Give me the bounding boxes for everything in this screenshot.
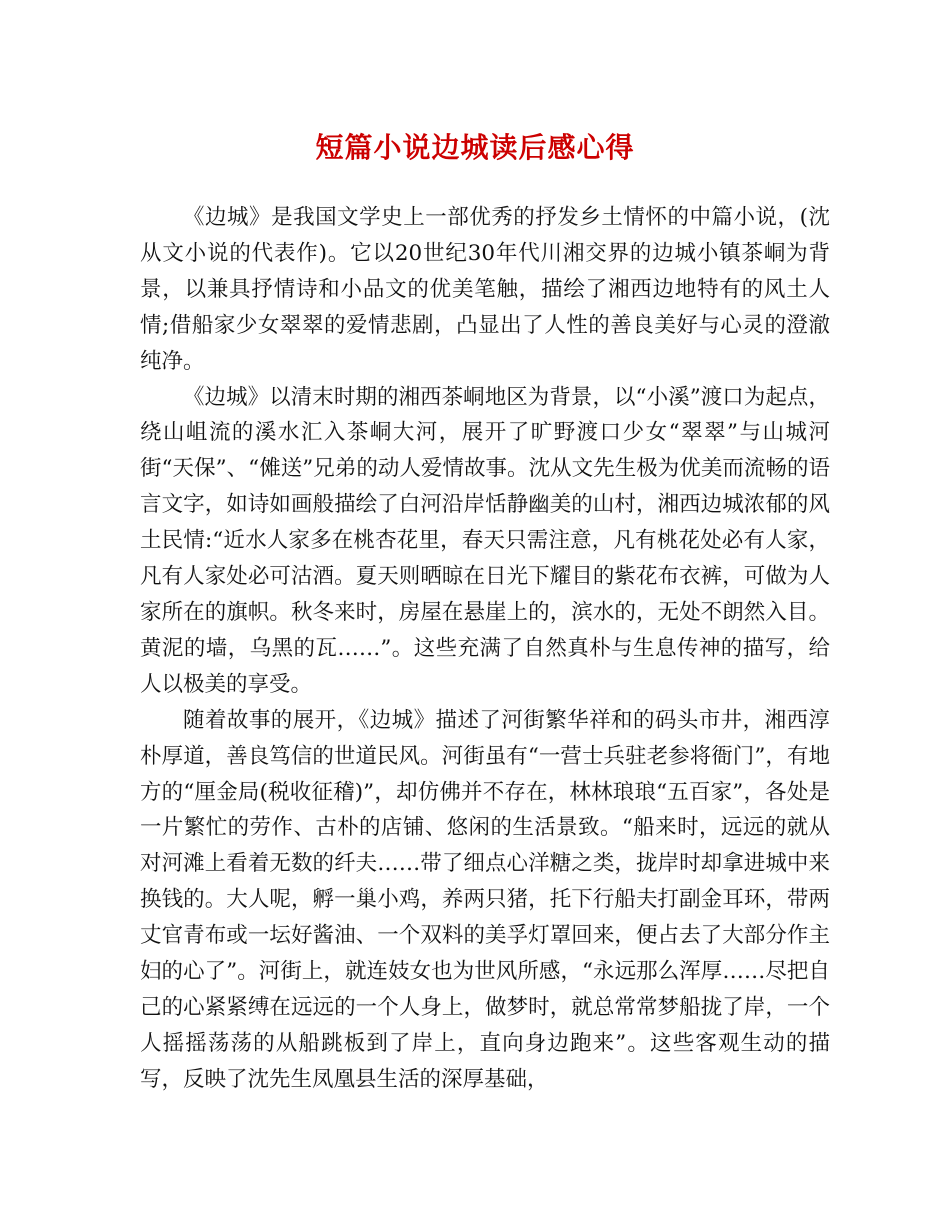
- paragraph-3: 随着故事的展开，《边城》描述了河街繁华祥和的码头市井，湘西淳朴厚道，善良笃信的世道民风。河街虽有“一营士兵驻老参将衙门”，有地方的“厘金局(税收征稽)”，却仿佛并不存在，林林琅琅“五百家”，各处是一片繁忙的劳作、古朴的店铺、悠闲的生活景致。“船来时，远远的就从对河滩上看着无数的纤夫……带了细点心洋糖之类，拢岸时却拿进城中来换钱的。大人呢，孵一巢小鸡，养两只猪，托下行船夫打副金耳环，带两丈官青布或一坛好酱油、一个双料的美孚灯罩回来，便占去了大部分作主妇的心了”。河街上，就连妓女也为世风所感，“永远那么浑厚……尽把自己的心紧紧缚在远远的一个人身上，做梦时，就总常常梦船拢了岸，一个人摇摇荡荡的从船跳板到了岸上，直向身边跑来”。这些客观生动的描写，反映了沈先生凤凰县生活的深厚基础，: [140, 707, 830, 1092]
- document-body: [140, 200, 830, 1098]
- document-title: 短篇小说边城读后感心得: [315, 131, 635, 164]
- paragraph-1: 《边城》是我国文学史上一部优秀的抒发乡土情怀的中篇小说，(沈从文小说的代表作)。它以20世纪30年代川湘交界的边城小镇茶峒为背景，以兼具抒情诗和小品文的优美笔触，描绘了湘西边地特有的风土人情;借船家少女翠翠的爱情悲剧，凸显出了人性的善良美好与心灵的澄澈纯净。: [140, 205, 830, 374]
- paragraph-2: 《边城》以清末时期的湘西茶峒地区为背景，以“小溪”渡口为起点，绕山岨流的溪水汇入茶峒大河，展开了旷野渡口少女“翠翠”与山城河街“天保”、“傩送”兄弟的动人爱情故事。沈从文先生极为优美而流畅的语言文字，如诗如画般描绘了白河沿岸恬静幽美的山村，湘西边城浓郁的风土民情:“近水人家多在桃杏花里，春天只需注意，凡有桃花处必有人家，凡有人家处必可沽酒。夏天则晒晾在日光下耀目的紫花布衣裤，可做为人家所在的旗帜。秋冬来时，房屋在悬崖上的，滨水的，无处不朗然入目。黄泥的墙，乌黑的瓦……”。这些充满了自然真朴与生息传神的描写，给人以极美的享受。: [140, 384, 830, 697]
